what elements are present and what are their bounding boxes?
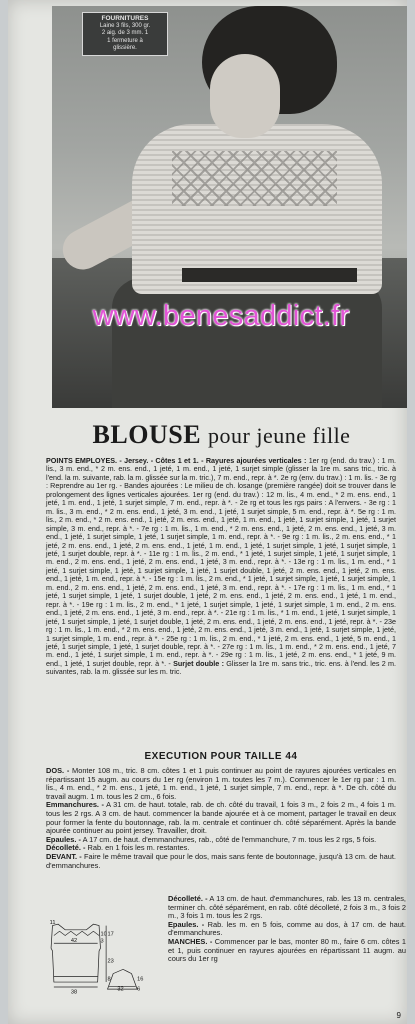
epaules-label: Epaules. - (46, 834, 81, 844)
photo-belt (182, 268, 357, 282)
dos-text: Monter 108 m., tric. 8 cm. côtes 1 et 1 puis continuer au point de rayures ajourées verticales en répartissant 15 augm. au cours du 1er rg (environ 1 m. toutes les 7 m.). Commencer le 1er rg par : 1 m. lis., 4 m. end., * 2 m. ens., 1 jeté, 1 m. end., 1 jeté, 1 surjet simple, 7 m. end., repr. à *. De ch. côté du travail augm. 1 m. tous les 2 cm., 6 fois. (46, 766, 396, 801)
dim-label: 32 (117, 986, 124, 993)
dim-label: 10 (100, 931, 107, 938)
dim-label: 3 (100, 938, 104, 945)
epaules2-text: Rab. les m. en 5 fois, comme au dos, à 17 cm. de haut. d'emmanchures. (168, 919, 406, 938)
page-number: 9 (396, 1011, 401, 1020)
devant-label: DEVANT. - (46, 851, 82, 861)
supplies-line: 1 fermeture à (107, 37, 143, 44)
decollete2-text: A 13 cm. de haut. d'emmanchures, rab. les 13 m. centrales, terminer ch. côté séparément, en rab. côté décolleté, 2 fois 3 m., 3 fois 2 m., 3 fois 1 m. tous les 2 rgs. (168, 894, 406, 921)
supplies-line: glissière. (113, 45, 137, 51)
decollete2-label: Décolleté. - (168, 894, 208, 903)
model-photo (52, 6, 407, 408)
surjet-text: Glisser la 1re m. sans tric., tric. ens. à l'end. les 2 m. suivantes, rab. la m. glissée sur les m. tric. (46, 658, 397, 677)
decollete-text: Rab. en 1 fois les m. restantes. (87, 843, 190, 853)
dim-label: 16 (137, 976, 144, 983)
photo-blouse-motif (172, 151, 337, 206)
dim-label: 11 (49, 920, 56, 927)
body-outline (51, 924, 100, 982)
dos-label: DOS. - (46, 766, 70, 775)
dim-label: 42 (70, 937, 78, 944)
stitches-section (46, 457, 396, 677)
points-text: 1er rg (end. du trav.) : 1 m. lis., 3 m. end., * 2 m. ens. end., 1 jeté, 1 m. end., 1 jeté, 1 surjet simple (glisser la 1re m. sans tric., tric. à l'end. la m. suivante, rab. la m. glissée sur la m. tric.), 7 m. end., repr. à *. 2e rg (env. du trav.) : 1 m. lis. - 3e rg : Reprendre au 1er rg. - Bandes ajourées : Le milieu de ch. losange (première rangée) doit se trouver dans le prolongement des lignes verticales ajourées. 1er rg (end. du trav.) : 12 m. lis., 4 m. end., * 2 m. ens. end., 1 jeté, 1 m. end., 1 jeté, 1 surjet simple, 7 m. end., repr. à *. - 2e rg et tous les rgs pairs : A l'envers. - 3e rg : 1 m. lis., 3 m. end., * 2 m. ens. end., 1 jeté, 3 m. end., 1 jeté, 1 surjet simple, 5 m. end., repr. à *. 5e rg : 1 m. lis., 2 m. end., * 2 m. ens. end., 1 jeté, 2 m. ens. end., 1 jeté, 1 m. end., 1 jeté, 1 surjet simple, 1 jeté, 1 surjet simple, 3 m. end., repr. à *. - 7e rg : 1 m. lis., 1 m. end., * 2 m. ens. end., 1 jeté, 2 m. ens. end., 1 jeté, 3 m. end., 1 jeté, 1 surjet simple, 1 jeté, 1 surjet simple, 1 m. end., repr. à *. - 9e rg : 1 m. lis., 2 m. ens. end., * 1 jeté, 2 m. ens. end., 1 jeté, 2 m. ens. end., 1 jeté, 1 m. end., 1 jeté, 1 surjet simple, 1 jeté, 1 surjet simple, 1 jeté, 1 surjet double, repr. à *. - 11e rg : 1 m. lis., 2 m. end., * 1 jeté, 1 surjet simple, 1 jeté, 1 surjet simple, 1 m. end., 2 m. ens. end., 1 jeté, 2 m. ens. end., 1 jeté, 3 m. end., repr. à *. - 13e rg : 1 m. lis., 1 m. end., * 1 jeté, 1 surjet simple, 1 jeté, 1 surjet simple, 1 jeté, 1 surjet double, 1 jeté, 2 m. ens. end., 1 jeté, 2 m. ens. end., 1 jeté, 1 m. end., repr. à *. - 15e rg : 1 m. lis., 2 m. end., * 1 jeté, 1 surjet simple, 1 jeté, 1 surjet simple, 1 m. end., 2 m. ens. end., 1 jeté, 2 m. ens. end., 1 jeté, 3 m. end., repr. à *. - 17e rg : 1 m. lis., 1 m. end., * 1 jeté, 1 surjet simple, 1 jeté, 1 surjet double, 1 jeté, 2 m. ens. end., 1 jeté, 2 m. ens. end., 1 jeté, 1 m. end., repr. à *. - 19e rg : 1 m. lis., 2 m. end., * 1 jeté, 1 surjet simple, 1 jeté, 1 surjet simple, 1 m. end., 2 m. ens. end., 1 jeté, 2 m. ens. end., 1 jeté, 3 m. end., repr. à *. - 21e rg : 1 m. lis., * 1 m. end., 1 jeté, 1 surjet simple, 1 jeté, 1 surjet simple, 1 jeté, 1 surjet double, 1 jeté, 2 m. ens. end., 1 jeté, 2 m. ens. end., 1 jeté, repr. à *. - 23e rg : 1 m. lis., 1 m. end., * 2 m. ens. end., 1 jeté, 2 m. ens. end., 1 jeté, 3 m. end., 1 jeté, 1 surjet simple, 1 jeté, 1 surjet simple, 1 m. end., repr. à *. - 25e rg : 1 m. lis., 2 m. end., * 1 jeté, 2 m. ens. end., 1 jeté, 5 m. end., 1 jeté, 1 surjet simple, 1 jeté, 1 surjet double, repr. à *. - 27e rg : 1 m. lis., 1 m. end., * 2 m. ens. end., 1 jeté, 7 m. end., 1 jeté, 1 surjet simple, 1 m. end., repr. à *. - 29e rg : 1 m. lis., 1 jeté, 2 m. ens. end., * 1 jeté, 9 m. end., 1 jeté, 1 surjet double, repr. à *. - (46, 456, 397, 668)
dim-label: 23 (107, 958, 114, 965)
watermark-text: www.benesaddict.fr (92, 300, 350, 332)
decollete-label: Décolleté. - (46, 843, 86, 853)
epaules2-label: Epaules. - (168, 919, 205, 929)
dim-label: 17 (107, 931, 114, 938)
title-rest: pour jeune fille (208, 423, 351, 448)
dim-label: 38 (70, 989, 78, 996)
supplies-box (82, 12, 168, 56)
title-main: BLOUSE (92, 420, 202, 449)
supplies-line: Laine 3 fils, 300 gr. (99, 22, 151, 29)
points-label: POINTS EMPLOYES. - (46, 456, 122, 465)
bodice-motif (54, 931, 99, 935)
surjet-label: Surjet double : (173, 658, 224, 668)
photo-face (210, 54, 280, 138)
manches-label: MANCHES. - (168, 936, 213, 946)
magazine-page (8, 0, 407, 1024)
pattern-diagram (44, 902, 164, 1024)
dim-label: 6 (137, 986, 141, 993)
supplies-line: 2 aig. de 3 mm. 1 (101, 30, 149, 36)
emmanchures-label: Emmanchures. - (46, 800, 104, 810)
dim-label: 8 (107, 976, 111, 983)
execution-heading: EXECUTION POUR TAILLE 44 (144, 751, 298, 762)
emmanchures-text: A 31 cm. de haut. totale, rab. de ch. côté du travail, 1 fois 3 m., 2 fois 2 m., 4 fois 1 m. tous les 2 rgs. A 3 cm. de haut. commencer la bande ajourée et à ce moment, partager le travail en deux pour former la fente du boutonnage, rab. la m. centrale et continuer ch. côté séparément. Après la bande ajourée continuer au point jersey. Travailler, droit. (46, 800, 396, 836)
points-jersey: Jersey. - Côtes 1 et 1. - Rayures ajourées verticales : (124, 456, 307, 465)
devant-text: Faire le même travail que pour le dos, mais sans fente de boutonnage, jusqu'à 13 cm. de haut. d'emmanchures. (46, 851, 396, 870)
instructions-section (46, 767, 396, 870)
manches-text: Commencer par le bas, monter 80 m., faire 6 cm. côtes 1 et 1, puis continuer en rayures ajourées en répartissant 11 augm. au cours du 1er rg (168, 936, 406, 964)
page-title (44, 420, 399, 450)
epaules-text: A 17 cm. de haut. d'emmanchures, rab., côté de l'emmanchure, 7 m. tous les 2 rgs, 5 fois. (82, 834, 377, 844)
supplies-heading: FOURNITURES (101, 15, 149, 22)
photo-skirt (112, 278, 382, 408)
right-column (168, 895, 406, 964)
